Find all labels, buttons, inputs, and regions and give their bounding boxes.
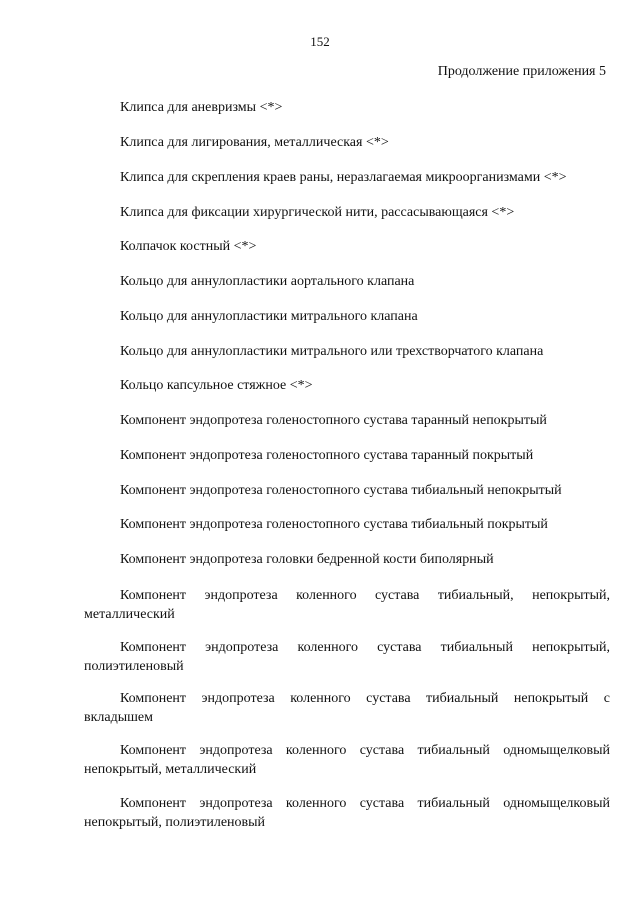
list-item: Компонент эндопротеза голеностопного сустава тибиальный покрытый bbox=[120, 517, 548, 532]
appendix-continuation-note: Продолжение приложения 5 bbox=[437, 64, 606, 79]
list-item: Компонент эндопротеза коленного сустава тибиальный непокрытый, полиэтиленовый bbox=[84, 640, 610, 674]
list-item: Кольцо для аннулопластики митрального или трехстворчатого клапана bbox=[120, 344, 544, 359]
list-item: Компонент эндопротеза голеностопного сустава таранный непокрытый bbox=[120, 413, 547, 428]
list-item: Клипса для лигирования, металлическая <*> bbox=[120, 135, 389, 150]
list-item: Клипса для фиксации хирургической нити, рассасывающаяся <*> bbox=[120, 205, 515, 220]
list-item: Компонент эндопротеза головки бедренной кости биполярный bbox=[120, 552, 494, 567]
list-item: Компонент эндопротеза голеностопного сустава тибиальный непокрытый bbox=[120, 483, 562, 498]
list-item: Колпачок костный <*> bbox=[120, 239, 257, 254]
list-item: Кольцо для аннулопластики аортального клапана bbox=[120, 274, 415, 289]
list-item: Кольцо для аннулопластики митрального клапана bbox=[120, 309, 418, 324]
list-item: Компонент эндопротеза коленного сустава тибиальный, непокрытый, металлический bbox=[84, 588, 610, 622]
page-number: 152 bbox=[310, 34, 330, 49]
list-item: Кольцо капсульное стяжное <*> bbox=[120, 378, 313, 393]
list-item: Компонент эндопротеза голеностопного сустава таранный покрытый bbox=[120, 448, 534, 463]
list-item: Клипса для скрепления краев раны, неразлагаемая микроорганизмами <*> bbox=[120, 170, 567, 185]
list-item: Компонент эндопротеза коленного сустава тибиальный одномыщелковый непокрытый, полиэтиленовый bbox=[84, 796, 610, 830]
list-item: Компонент эндопротеза коленного сустава тибиальный непокрытый с вкладышем bbox=[84, 691, 610, 725]
list-item: Клипса для аневризмы <*> bbox=[120, 100, 283, 115]
list-item: Компонент эндопротеза коленного сустава тибиальный одномыщелковый непокрытый, металлический bbox=[84, 743, 610, 777]
